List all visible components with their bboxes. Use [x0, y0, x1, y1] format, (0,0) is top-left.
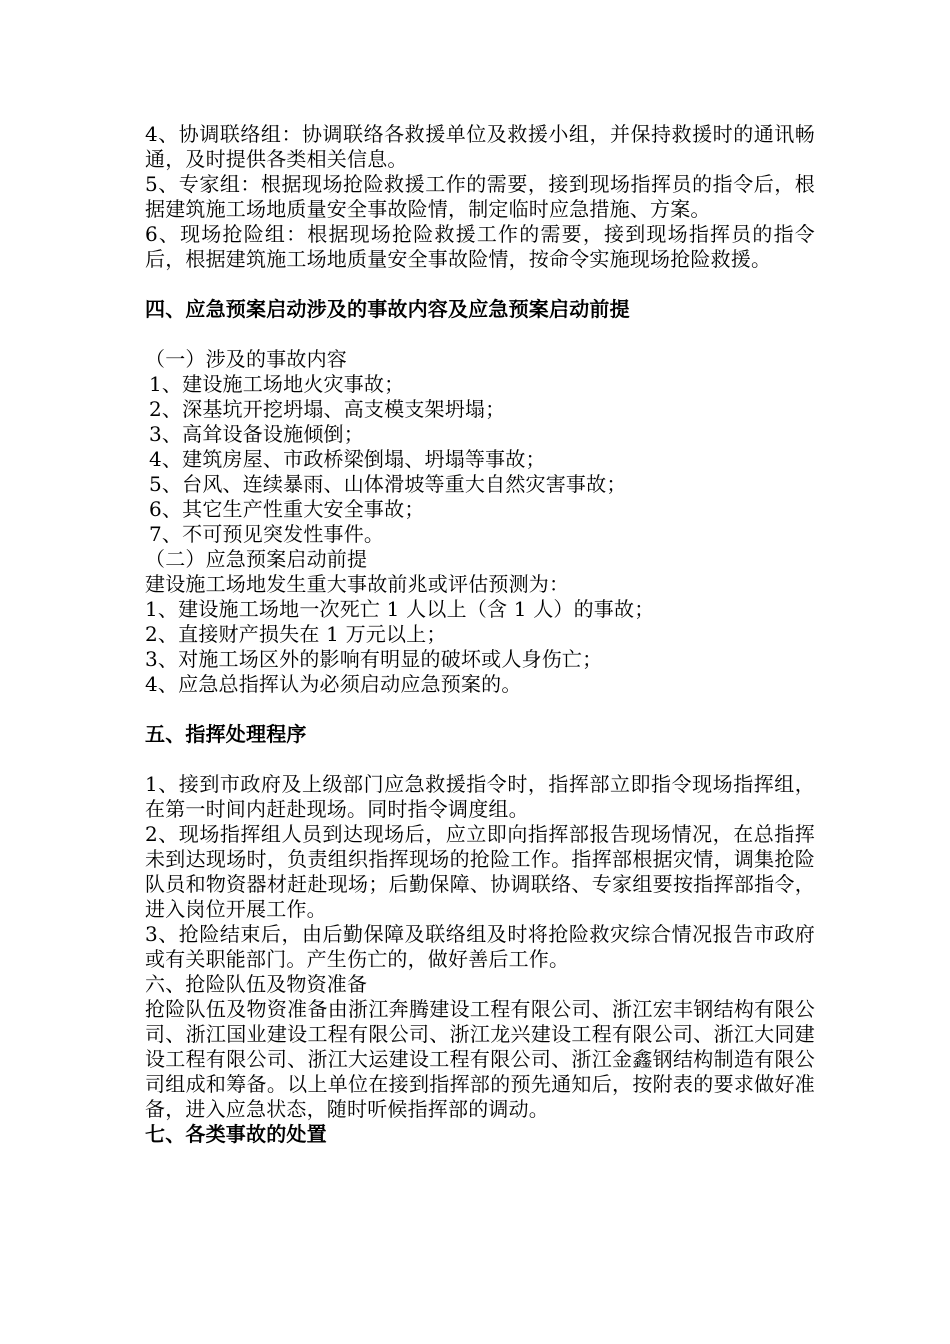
paragraph-expert-group: 5、专家组：根据现场抢险救援工作的需要，接到现场指挥员的指令后，根据建筑施工场地质量安全事故险情，制定临时应急措施、方案。 — [145, 172, 815, 221]
list-item: 3、对施工场区外的影响有明显的破坏或人身伤亡； — [145, 647, 603, 671]
subsection-title-activation-premise: （二）应急预案启动前提 — [145, 547, 368, 571]
list-item: 1、建设施工场地一次死亡 1 人以上（含 1 人）的事故； — [145, 597, 655, 621]
subsection-title-accident-content: （一）涉及的事故内容 — [145, 347, 347, 371]
paragraph-procedure-3: 3、抢险结束后，由后勤保障及联络组及时将抢险救灾综合情况报告市政府或有关职能部门。产生伤亡的，做好善后工作。 — [145, 922, 815, 971]
list-item: 1、建设施工场地火灾事故； — [149, 372, 405, 396]
section-heading-6: 六、抢险队伍及物资准备 — [145, 972, 368, 996]
list-item: 6、其它生产性重大安全事故； — [149, 497, 425, 521]
list-item: 7、不可预见突发性事件。 — [149, 522, 385, 546]
paragraph-coordination-group: 4、协调联络组：协调联络各救援单位及救援小组，并保持救援时的通讯畅通，及时提供各类相关信息。 — [145, 122, 815, 171]
section-heading-4: 四、应急预案启动涉及的事故内容及应急预案启动前提 — [145, 297, 630, 321]
document-page — [145, 122, 815, 1147]
activation-intro: 建设施工场地发生重大事故前兆或评估预测为： — [145, 572, 570, 596]
list-item: 3、高耸设备设施倾倒； — [149, 422, 364, 446]
section-heading-7: 七、各类事故的处置 — [145, 1122, 327, 1146]
section-heading-5: 五、指挥处理程序 — [145, 722, 307, 746]
paragraph-rescue-teams: 抢险队伍及物资准备由浙江奔腾建设工程有限公司、浙江宏丰钢结构有限公司、浙江国业建设工程有限公司、浙江龙兴建设工程有限公司、浙江大同建设工程有限公司、浙江大运建设工程有限公司、浙江金鑫钢结构制造有限公司组成和筹备。以上单位在接到指挥部的预先通知后，按附表的要求做好准备，进入应急状态，随时听候指挥部的调动。 — [145, 997, 815, 1121]
list-item: 5、台风、连续暴雨、山体滑坡等重大自然灾害事故； — [149, 472, 627, 496]
list-item: 2、深基坑开挖坍塌、高支模支架坍塌； — [149, 397, 506, 421]
list-item: 4、建筑房屋、市政桥梁倒塌、坍塌等事故； — [149, 447, 546, 471]
paragraph-procedure-1: 1、接到市政府及上级部门应急救援指令时，指挥部立即指令现场指挥组，在第一时间内赶赴现场。同时指令调度组。 — [145, 772, 815, 821]
paragraph-procedure-2: 2、现场指挥组人员到达现场后，应立即向指挥部报告现场情况，在总指挥未到达现场时，负责组织指挥现场的抢险工作。指挥部根据灾情，调集抢险队员和物资器材赶赴现场；后勤保障、协调联络、专家组要按指挥部指令，进入岗位开展工作。 — [145, 822, 815, 921]
list-item: 2、直接财产损失在 1 万元以上； — [145, 622, 447, 646]
list-item: 4、应急总指挥认为必须启动应急预案的。 — [145, 672, 522, 696]
paragraph-rescue-group: 6、现场抢险组：根据现场抢险救援工作的需要，接到现场指挥员的指令后，根据建筑施工场地质量安全事故险情，按命令实施现场抢险救援。 — [145, 222, 815, 271]
